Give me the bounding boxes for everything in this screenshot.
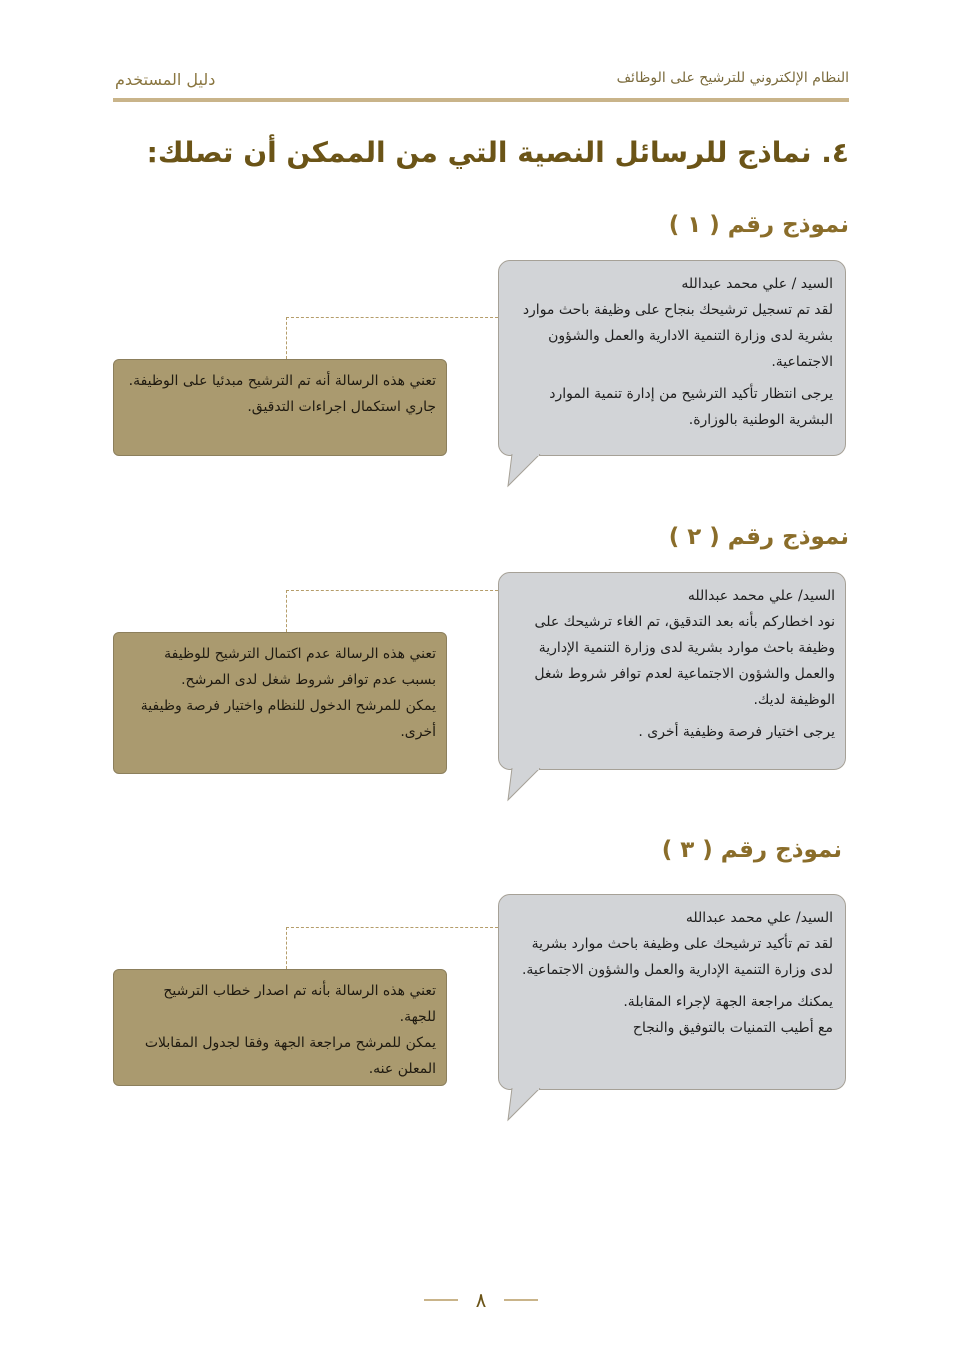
footer-rule-right [504, 1299, 538, 1301]
sample-1-explanation-text: تعني هذه الرسالة أنه تم الترشيح مبدئيا على الوظيفة. جاري استكمال اجراءات التدقيق. [128, 373, 436, 415]
sample-3-heading: نموذج رقم ( ٣ ) [661, 837, 842, 863]
page-title: ٤. نماذج للرسائل النصية التي من الممكن أن تصلك: [146, 136, 849, 169]
header-divider [113, 98, 849, 102]
sample-3-explanation-text: تعني هذه الرسالة بأنه تم اصدار خطاب الترشيح للجهة. يمكن للمرشح مراجعة الجهة وفقا لجدول المقابلات المعلن عنه. [144, 983, 436, 1077]
sample-1-connector-drop [286, 317, 287, 359]
footer-rule-left [424, 1299, 458, 1301]
sample-3-message-paragraph-2: يمكنك مراجعة الجهة لإجراء المقابلة. مع أطيب التمنيات بالتوفيق والنجاح [623, 994, 833, 1036]
sample-2-explanation-box [113, 632, 447, 774]
sample-1-message-paragraph-1: السيد / علي محمد عبدالله لقد تم تسجيل ترشيحك بنجاح على وظيفة باحث موارد بشرية لدى وزارة التنمية الادارية والعمل والشؤون الاجتماعية. [522, 276, 833, 370]
sample-2-bubble-tail [506, 768, 546, 802]
header-system-title: النظام الإلكتروني للترشيح على الوظائف [616, 70, 849, 86]
sample-2-message-paragraph-2: يرجى اختيار فرصة وظيفية أخرى . [638, 724, 835, 740]
sample-2-message-bubble [498, 572, 846, 770]
sample-3-bubble-tail [506, 1088, 546, 1122]
page-number: ٨ [475, 1288, 487, 1312]
sample-1-message-bubble [498, 260, 846, 456]
sample-2-connector-drop [286, 590, 287, 632]
sample-2-connector-line [286, 590, 498, 591]
sample-1-message-paragraph-2: يرجى انتظار تأكيد الترشيح من إدارة تنمية الموارد البشرية الوطنية بالوزارة. [549, 386, 833, 428]
sample-1-explanation-box [113, 359, 447, 456]
sample-2-message-paragraph-1: السيد/ علي محمد عبدالله نود اخطاركم بأنه بعد التدقيق، تم الغاء ترشيحك على وظيفة باحث موارد بشرية لدى وزارة التنمية الإدارية والعمل والشؤون الاجتماعية لعدم توافر شروط شغل الوظيفة لديك. [534, 588, 835, 708]
sample-2-heading: نموذج رقم ( ٢ ) [668, 524, 849, 550]
sample-3-connector-drop [286, 927, 287, 969]
sample-1-connector-line [286, 317, 498, 318]
sample-3-explanation-box [113, 969, 447, 1086]
sample-3-message-paragraph-1: السيد/ علي محمد عبدالله لقد تم تأكيد ترشيحك على وظيفة باحث موارد بشرية لدى وزارة التنمية الإدارية والعمل والشؤون الاجتماعية. [521, 910, 833, 978]
sample-1-heading: نموذج رقم ( ١ ) [668, 212, 849, 238]
header-guide-title: دليل المستخدم [115, 70, 216, 89]
sample-3-connector-line [286, 927, 498, 928]
sample-2-explanation-text: تعني هذه الرسالة عدم اكتمال الترشيح للوظيفة بسبب عدم توافر شروط شغل لدى المرشح. يمكن للمرشح الدخول للنظام واختيار فرصة وظيفية أخرى. [140, 646, 436, 740]
sample-3-message-bubble [498, 894, 846, 1090]
sample-1-bubble-tail [506, 454, 546, 488]
